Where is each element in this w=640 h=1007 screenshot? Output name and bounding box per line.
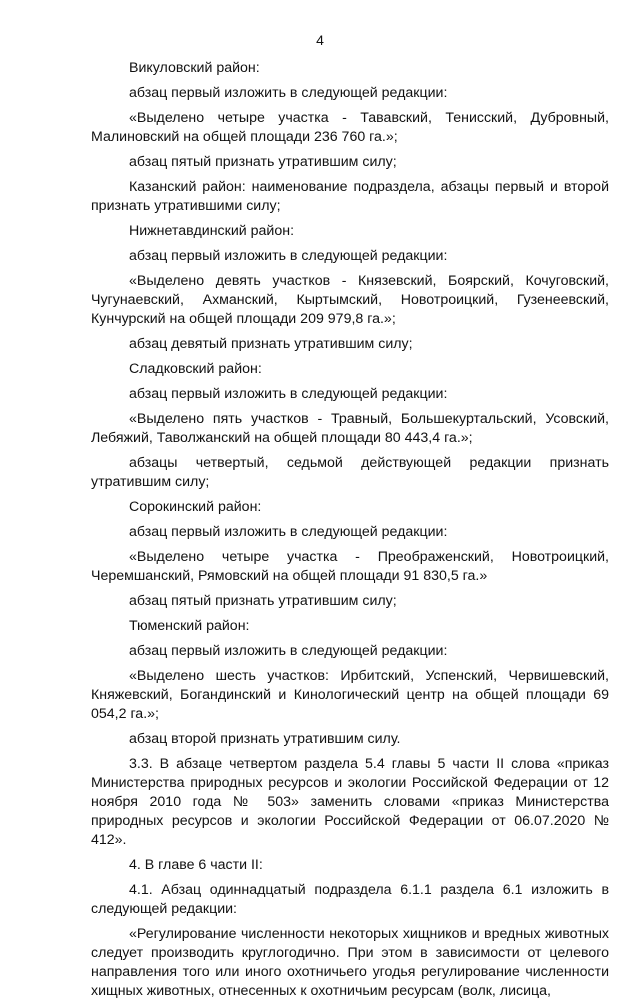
paragraph: «Выделено пять участков - Травный, Большекуртальский, Усовский, Лебяжий, Таволжанский на общей площади 80 443,4 га.»; <box>91 411 609 446</box>
paragraph: абзац первый изложить в следующей редакции: <box>129 643 448 659</box>
paragraph: абзацы четвертый, седьмой действующей редакции признать утратившим силу; <box>91 455 609 490</box>
paragraph: абзац девятый признать утратившим силу; <box>129 336 413 352</box>
paragraph: «Выделено четыре участка - Преображенский, Новотроицкий, Черемшанский, Рямовский на общей площади 91 830,5 га.» <box>91 549 609 584</box>
paragraph: 4. В главе 6 части II: <box>129 857 263 873</box>
paragraph: «Выделено шесть участков: Ирбитский, Успенский, Червишевский, Княжевский, Богандинский и Кинологический центр на общей площади 69 054,2 га.»; <box>91 668 609 722</box>
paragraph: Викуловский район: <box>129 60 260 76</box>
paragraph: абзац первый изложить в следующей редакции: <box>129 248 448 264</box>
paragraph: абзац первый изложить в следующей редакции: <box>129 85 448 101</box>
paragraph: абзац второй признать утратившим силу. <box>129 731 401 747</box>
paragraph: абзац первый изложить в следующей редакции: <box>129 524 448 540</box>
paragraph: Сорокинский район: <box>129 499 262 515</box>
paragraph: абзац первый изложить в следующей редакции: <box>129 386 448 402</box>
paragraph: «Выделено девять участков - Князевский, Боярский, Кочуговский, Чугунаевский, Ахманский, Кыртымский, Новотроицкий, Гузенеевский, Кунчурский на общей площади 209 979,8 га.»; <box>91 273 609 327</box>
document-body <box>91 59 609 1007</box>
page-number: 4 <box>316 32 324 48</box>
paragraph: абзац пятый признать утратившим силу; <box>129 593 397 609</box>
paragraph: абзац пятый признать утратившим силу; <box>129 154 397 170</box>
paragraph: Сладковский район: <box>129 361 262 377</box>
paragraph: «Регулирование численности некоторых хищников и вредных животных следует производить круглогодично. При этом в зависимости от целевого направления того или иного охотничьего угодья регулирование численности хищных животных, отнесенных к охотничьим ресурсам (волк, лисица, <box>91 926 609 999</box>
paragraph: Тюменский район: <box>129 618 250 634</box>
paragraph: Нижнетавдинский район: <box>129 223 295 239</box>
paragraph: Казанский район: наименование подраздела, абзацы первый и второй признать утратившими силу; <box>91 179 609 214</box>
paragraph: 4.1. Абзац одиннадцатый подраздела 6.1.1 раздела 6.1 изложить в следующей редакции: <box>91 882 609 917</box>
paragraph: 3.3. В абзаце четвертом раздела 5.4 главы 5 части II слова «приказ Министерства природных ресурсов и экологии Российской Федерации от 12 ноября 2010 года № 503» заменить словами «приказ Министерства природных ресурсов и экологии Российской Федерации от 06.07.2020 № 412». <box>91 756 609 848</box>
paragraph: «Выделено четыре участка - Тававский, Тенисский, Дубровный, Малиновский на общей площади 236 760 га.»; <box>91 110 609 145</box>
